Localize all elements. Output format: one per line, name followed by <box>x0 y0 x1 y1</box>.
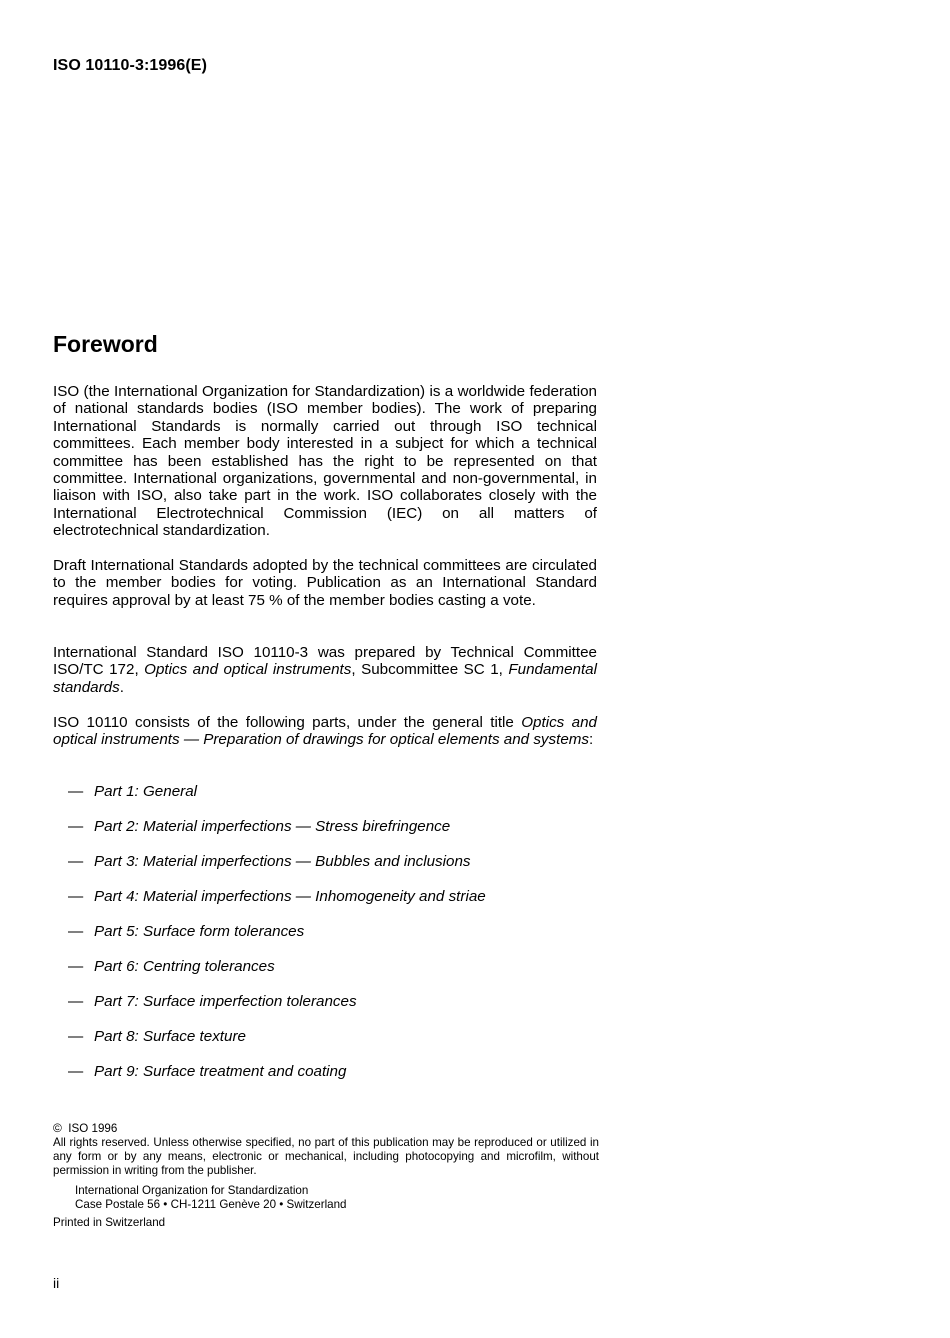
dash: — <box>68 958 84 975</box>
part-title: Surface texture <box>142 1028 246 1045</box>
standard-reference: ISO 10110-3:1996(E) <box>53 57 207 74</box>
list-item <box>68 923 486 958</box>
copyright-line <box>53 1121 599 1136</box>
part-label: Part 6: <box>94 958 139 975</box>
general-title: Optics and optical instruments — Preparation of drawings for optical elements and systems <box>53 714 597 749</box>
part-title: Surface form tolerances <box>142 923 305 940</box>
parts-list <box>68 783 486 1098</box>
list-item <box>68 958 486 993</box>
dash: — <box>68 888 84 905</box>
list-item <box>68 888 486 923</box>
part-label: Part 1: <box>94 783 139 800</box>
part-label: Part 8: <box>94 1028 139 1045</box>
list-item <box>68 1063 486 1098</box>
p4-prefix: ISO 10110 consists of the following parts, under the general title <box>53 714 522 731</box>
part-label: Part 5: <box>94 923 139 940</box>
copyright-block <box>53 1121 599 1230</box>
subcommittee-title: Fundamental standards <box>53 661 598 696</box>
p4-suffix: : <box>589 731 594 749</box>
p3-prefix: International Standard ISO 10110-3 was prepared by Technical Committee ISO/TC 172, <box>53 644 597 679</box>
committee-title: Optics and optical instruments <box>144 661 352 679</box>
list-item <box>68 818 486 853</box>
list-item <box>68 783 486 818</box>
part-label: Part 7: <box>94 993 139 1010</box>
p3-suffix: . <box>119 678 124 696</box>
printed-in: Printed in Switzerland <box>53 1216 166 1229</box>
copyright-year: ISO 1996 <box>68 1122 118 1135</box>
part-title: Centring tolerances <box>142 958 275 975</box>
dash: — <box>68 1028 84 1045</box>
page-number: ii <box>53 1275 60 1291</box>
part-title: Material imperfections — Inhomogeneity and striae <box>142 888 486 905</box>
foreword-paragraph-2: Draft International Standards adopted by the technical committees are circulated to the member bodies for voting. Publication as an International Standard requires approval by at least 75 % of the member bodies casting a vote. <box>53 557 597 609</box>
foreword-heading: Foreword <box>53 331 158 357</box>
copyright-icon: © <box>53 1121 62 1135</box>
dash: — <box>68 923 84 940</box>
foreword-paragraph-1: ISO (the International Organization for Standardization) is a worldwide federation of national standards bodies (ISO member bodies). The work of preparing International Standards is normally carried out through ISO technical committees. Each member body interested in a subject for which a technical committee has been established has the right to be represented on that committee. International organizations, governmental and non-governmental, in liaison with ISO, also take part in the work. ISO collaborates closely with the International Electrotechnical Commission (IEC) on all matters of electrotechnical standardization. <box>53 383 597 540</box>
organization-address: Case Postale 56 • CH-1211 Genève 20 • Switzerland <box>75 1198 347 1211</box>
part-title: Material imperfections — Stress birefringence <box>142 818 451 835</box>
list-item <box>68 993 486 1028</box>
part-label: Part 2: <box>94 818 139 835</box>
list-item <box>68 853 486 888</box>
organization-name: International Organization for Standardization <box>75 1184 309 1197</box>
part-title: Surface imperfection tolerances <box>142 993 357 1010</box>
foreword-paragraph-3 <box>53 644 597 696</box>
foreword-paragraph-4 <box>53 714 597 749</box>
dash: — <box>68 853 84 870</box>
part-label: Part 3: <box>94 853 139 870</box>
p3-middle: , Subcommittee SC 1, <box>351 661 509 679</box>
rights-statement: All rights reserved. Unless otherwise specified, no part of this publication may be reproduced or utilized in any form or by any means, electronic or mechanical, including photocopying and microfilm, without permission in writing from the publisher. <box>53 1136 599 1177</box>
part-label: Part 9: <box>94 1063 139 1080</box>
part-title: Material imperfections — Bubbles and inclusions <box>142 853 471 870</box>
dash: — <box>68 993 84 1010</box>
dash: — <box>68 818 84 835</box>
part-title: General <box>142 783 198 800</box>
part-title: Surface treatment and coating <box>142 1063 347 1080</box>
dash: — <box>68 1063 84 1080</box>
part-label: Part 4: <box>94 888 139 905</box>
list-item <box>68 1028 486 1063</box>
dash: — <box>68 783 84 800</box>
